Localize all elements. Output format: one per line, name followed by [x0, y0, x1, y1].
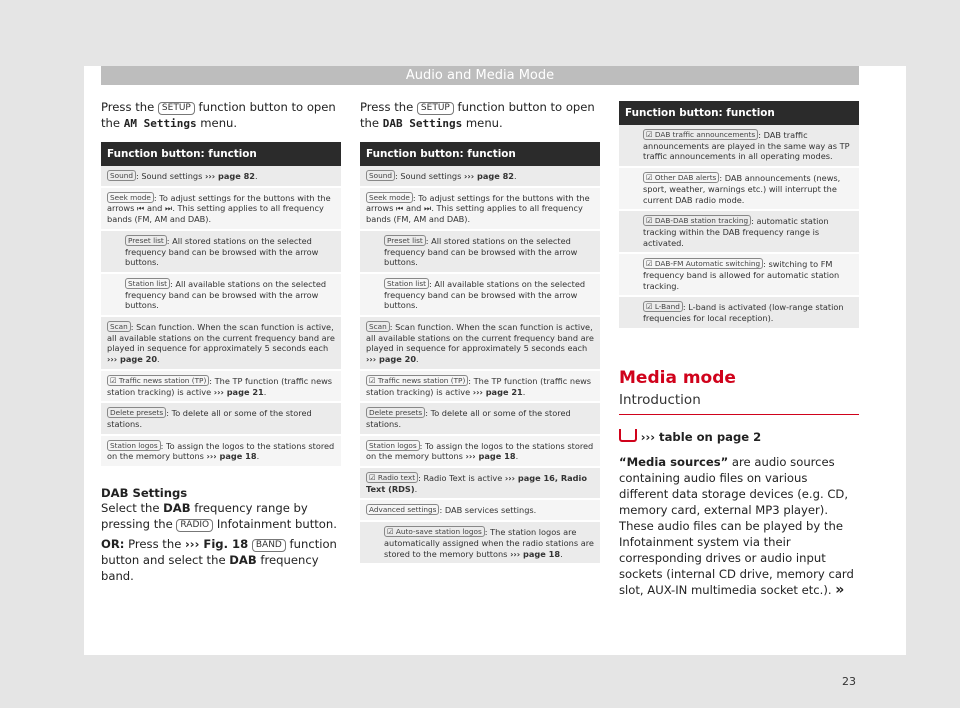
function-button-label: Station list — [125, 278, 170, 289]
section-header: Audio and Media Mode — [101, 66, 859, 85]
function-button-label: Preset list — [384, 235, 426, 246]
row-text: : To delete all or some of the stored stations. — [107, 408, 312, 429]
function-button-label: ☑ Auto-save station logos — [384, 526, 485, 537]
dab-menu-name: DAB Settings — [382, 117, 463, 130]
table-row — [360, 166, 600, 188]
table-row — [360, 274, 600, 317]
row-text: : The station logos are automatically assigned when the radio stations are stored to the memory buttons — [384, 527, 594, 559]
page-reference[interactable]: ››› page 82 — [204, 171, 256, 181]
page-reference[interactable]: ››› page 18 — [206, 451, 257, 462]
row-text: : DAB traffic announcements are played in the same way as TP traffic announcements in all operating modes. — [643, 130, 850, 162]
row-text: : Radio Text is active — [418, 473, 505, 484]
page-reference[interactable]: ››› page 20 — [107, 354, 158, 365]
dab-settings-table — [360, 142, 600, 565]
row-text: : To adjust settings for the buttons with the arrows ⏮ and ⏭. This setting applies to all frequency bands (FM, AM and DAB). — [366, 192, 590, 225]
table-row — [101, 371, 341, 403]
function-button-label: Scan — [107, 321, 131, 332]
function-button-label: Seek mode — [107, 192, 154, 203]
table-header: Function button: function — [360, 142, 600, 166]
am-menu-name: AM Settings — [123, 117, 197, 130]
table-row — [619, 297, 859, 329]
book-icon — [619, 429, 637, 442]
table-row — [360, 371, 600, 403]
row-text-end: . — [416, 354, 419, 365]
table-body — [360, 166, 600, 565]
page-number: 23 — [842, 675, 856, 688]
row-text: : Sound settings — [394, 171, 464, 181]
function-button-label: ☑ Other DAB alerts — [643, 172, 719, 183]
table-row — [101, 403, 341, 435]
table-row — [101, 188, 341, 231]
table-row — [360, 436, 600, 468]
row-text: : Scan function. When the scan function is active, all available stations on the current frequency band are played in sequence for approximately 5 seconds each — [107, 322, 335, 354]
row-text: : DAB services settings. — [439, 505, 537, 516]
dab-settings-heading: DAB Settings — [101, 486, 188, 501]
function-button-label: ☑ Traffic news station (TP) — [366, 375, 468, 386]
row-text: : The TP function (traffic news station tracking) is active — [107, 375, 333, 397]
band-key: BAND — [252, 539, 286, 552]
table-row — [360, 403, 600, 435]
function-button-label: ☑ Traffic news station (TP) — [107, 375, 209, 386]
radio-key: RADIO — [176, 519, 213, 532]
page-reference[interactable]: ››› page 18 — [465, 451, 516, 462]
row-text: : To adjust settings for the buttons with the arrows ⏮ and ⏭. This setting applies to all frequency bands (FM, AM and DAB). — [107, 192, 331, 225]
column-right — [619, 101, 859, 598]
row-text-end: . — [414, 483, 418, 494]
row-text-end: . — [560, 548, 563, 559]
am-intro: Press the SETUP function button to open the AM Settings menu. — [101, 100, 336, 130]
function-button-label: ☑ L-Band — [643, 301, 683, 312]
function-button-label: ☑ DAB traffic announcements — [643, 129, 758, 140]
table-row — [101, 166, 341, 188]
function-button-label: ☑ DAB-FM Automatic switching — [643, 258, 763, 269]
table-link[interactable]: ››› table on page 2 — [640, 429, 762, 444]
function-button-label: Station list — [384, 278, 429, 289]
function-button-label: Station logos — [107, 440, 161, 451]
function-button-label: Sound — [107, 170, 136, 181]
row-text-end: . — [522, 386, 526, 397]
table-row — [619, 211, 859, 254]
function-button-label: Advanced settings — [366, 504, 439, 515]
page-reference[interactable]: ››› page 18 — [510, 548, 561, 559]
row-text: : To assign the logos to the stations stored on the memory buttons — [366, 440, 594, 462]
continue-marker: » — [835, 581, 845, 598]
dab-paragraph-1: Select the DAB frequency range by pressing the RADIO Infotainment button. — [101, 501, 337, 532]
table-header: Function button: function — [619, 101, 859, 125]
table-row — [360, 500, 600, 522]
dab-advanced-table — [619, 101, 859, 330]
page-reference[interactable]: ››› page 82 — [463, 171, 515, 181]
row-text: : switching to FM frequency band is allowed for automatic station tracking. — [643, 259, 840, 291]
table-row — [619, 125, 859, 168]
column-middle — [360, 99, 600, 565]
function-button-label: Seek mode — [366, 192, 413, 203]
table-body — [619, 125, 859, 330]
row-text: : L-band is activated (low-range station frequencies for local reception). — [643, 302, 844, 324]
page-reference[interactable]: ››› page 21 — [213, 386, 264, 397]
setup-key: SETUP — [417, 102, 454, 115]
setup-key: SETUP — [158, 102, 195, 115]
table-row — [360, 468, 600, 500]
function-button-label: Scan — [366, 321, 390, 332]
table-body — [101, 166, 341, 468]
row-text-end: . — [263, 386, 267, 397]
table-header: Function button: function — [101, 142, 341, 166]
row-text: : All stored stations on the selected frequency band can be browsed with the arrow buttons. — [384, 235, 578, 268]
row-text: : The TP function (traffic news station tracking) is active — [366, 375, 592, 397]
table-row — [360, 188, 600, 231]
table-row — [619, 168, 859, 211]
row-text: : Sound settings — [135, 171, 205, 181]
row-text-end: . — [515, 451, 519, 462]
function-button-label: ☑ DAB-DAB station tracking — [643, 215, 751, 226]
am-settings-table — [101, 142, 341, 468]
function-button-label: Delete presets — [366, 407, 425, 418]
function-button-label: Station logos — [366, 440, 420, 451]
row-text-end: . — [255, 171, 258, 181]
table-row — [619, 254, 859, 297]
row-text: : Scan function. When the scan function is active, all available stations on the current frequency band are played in sequence for approximately 5 seconds each — [366, 322, 594, 354]
row-text: : automatic station tracking within the DAB frequency range is activated. — [643, 216, 829, 248]
page-reference[interactable]: ››› page 16, Radio Text (RDS) — [366, 473, 587, 494]
introduction-subtitle: Introduction — [619, 392, 859, 415]
row-text: : To assign the logos to the stations stored on the memory buttons — [107, 440, 335, 462]
table-reference — [619, 429, 859, 444]
row-text: : To delete all or some of the stored stations. — [366, 408, 571, 429]
function-button-label: Delete presets — [107, 407, 166, 418]
media-paragraph: “Media sources” are audio sources containing audio files on various different data storage devices (e.g. CD, memory card, external MP3 player). These audio files can be played by the Infotainment system via their corresponding drives or audio input sockets (internal CD drive, memory card slot, AUX-IN multimedia socket etc.). » — [619, 454, 854, 598]
row-text-end: . — [256, 451, 260, 462]
media-mode-title: Media mode — [619, 367, 736, 388]
table-row — [101, 274, 341, 317]
page-reference[interactable]: ››› page 20 — [366, 354, 417, 365]
function-button-label: Sound — [366, 170, 395, 181]
row-text-end: . — [514, 171, 517, 181]
row-text: : All stored stations on the selected frequency band can be browsed with the arrow buttons. — [125, 235, 319, 268]
dab-paragraph-2: OR: Press the ››› Fig. 18 BAND function button and select the DAB frequency band. — [101, 537, 337, 584]
function-button-label: Preset list — [125, 235, 167, 246]
page-reference[interactable]: ››› page 21 — [472, 386, 523, 397]
table-row — [360, 231, 600, 274]
table-row — [360, 317, 600, 371]
row-text: : DAB announcements (news, sport, weather, warnings etc.) will interrupt the current DAB radio mode. — [643, 173, 841, 205]
column-left — [101, 99, 341, 584]
row-text: : All available stations on the selected frequency band can be browsed with the arrow buttons. — [384, 278, 586, 311]
table-row — [360, 522, 600, 565]
fig-link[interactable]: ››› Fig. 18 — [185, 537, 249, 552]
row-text: : All available stations on the selected frequency band can be browsed with the arrow buttons. — [125, 278, 327, 311]
table-row — [101, 231, 341, 274]
table-row — [101, 317, 341, 371]
function-button-label: ☑ Radio text — [366, 472, 418, 483]
dab-intro: Press the SETUP function button to open the DAB Settings menu. — [360, 100, 595, 130]
row-text-end: . — [157, 354, 160, 365]
table-row — [101, 436, 341, 468]
